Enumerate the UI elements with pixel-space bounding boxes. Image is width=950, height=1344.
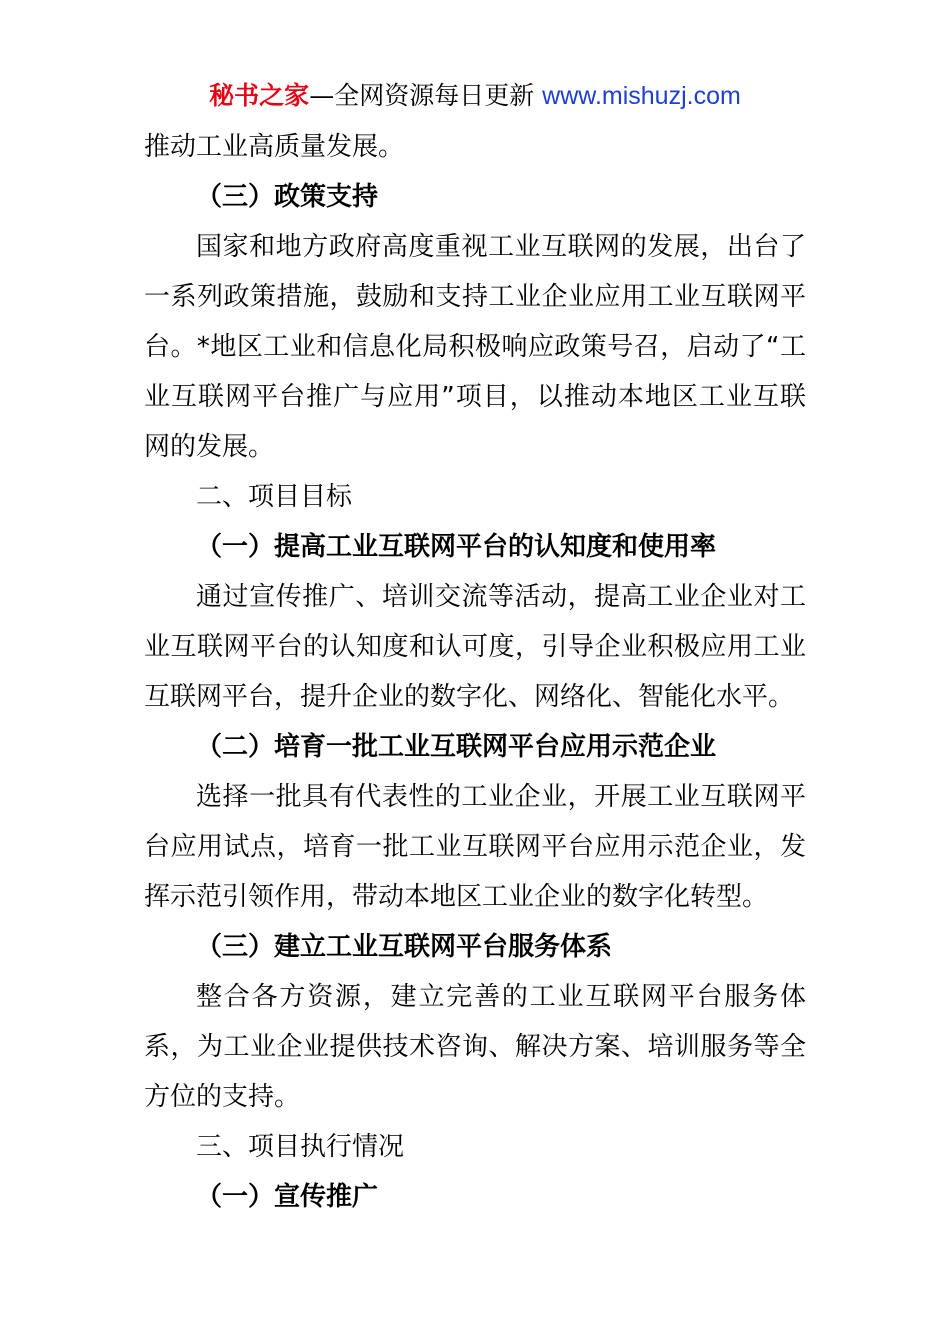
subheading-goal-awareness: （一）提高工业互联网平台的认知度和使用率: [196, 532, 717, 562]
paragraph-continuation: 推动工业高质量发展。: [144, 132, 405, 162]
section-heading-project-goals: 二、项目目标: [196, 482, 353, 512]
page-header: [0, 78, 950, 114]
subheading-goal-demo-enterprises: （二）培育一批工业互联网平台应用示范企业: [196, 732, 717, 762]
brand-name: 秘书之家: [209, 81, 310, 110]
paragraph-goal-demo-enterprises: 选择一批具有代表性的工业企业，开展工业互联网平台应用试点，培育一批工业互联网平台应用示范企业，发挥示范引领作用，带动本地区工业企业的数字化转型。: [144, 782, 806, 912]
section-heading-execution: 三、项目执行情况: [196, 1132, 405, 1162]
section-heading-policy-support: （三）政策支持: [196, 182, 379, 212]
paragraph-goal-awareness: 通过宣传推广、培训交流等活动，提高工业企业对工业互联网平台的认知度和认可度，引导企业积极应用工业互联网平台，提升企业的数字化、网络化、智能化水平。: [144, 582, 806, 712]
paragraph-goal-service-system: 整合各方资源，建立完善的工业互联网平台服务体系，为工业企业提供技术咨询、解决方案、培训服务等全方位的支持。: [144, 982, 806, 1112]
document-body: [144, 122, 806, 1222]
paragraph-policy-support: 国家和地方政府高度重视工业互联网的发展，出台了一系列政策措施，鼓励和支持工业企业应用工业互联网平台。*地区工业和信息化局积极响应政策号召，启动了“工业互联网平台推广与应用”项目，以推动本地区工业互联网的发展。: [144, 232, 806, 462]
subheading-goal-service-system: （三）建立工业互联网平台服务体系: [196, 932, 613, 962]
site-url-link[interactable]: www.mishuzj.com: [542, 82, 741, 110]
subheading-promotion: （一）宣传推广: [196, 1182, 379, 1212]
header-tagline: —全网资源每日更新: [309, 81, 535, 110]
